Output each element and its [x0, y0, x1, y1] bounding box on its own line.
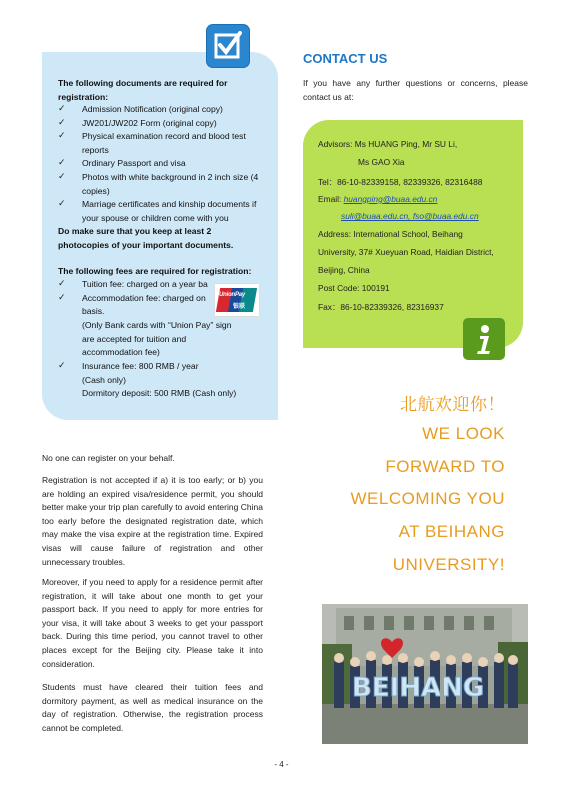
contact-title: CONTACT US [303, 51, 388, 66]
document-item: Physical examination record and blood test reports [82, 131, 246, 155]
fee-insurance: Insurance fee: 800 RMB / year [82, 361, 199, 371]
check-icon: ✓ [58, 292, 66, 302]
body-paragraph: Registration is not accepted if a) it is too early; or b) you are holding an expired visa/residence permit, you should better make your trip plan carefully to avoid entering China too early before the designated registration date, which may make the visa expire at the registration time. Expired visas will cause failure of registration and other unnecessary troubles. [42, 475, 263, 567]
check-icon: ✓ [58, 157, 66, 167]
check-icon: ✓ [58, 103, 66, 113]
fee-insurance-note: (Cash only) [82, 375, 126, 385]
welcome-line: FORWARD TO [385, 457, 505, 476]
body-paragraph: Students must have cleared their tuition fees and dormitory payment, as well as medical insurance on the day of registration. Otherwise, the registration process cannot be completed. [42, 682, 263, 733]
document-item: Ordinary Passport and visa [82, 158, 186, 168]
body-paragraph: No one can register on your behalf. [42, 453, 175, 463]
contact-tel: Tel：86-10-82339158, 82339326, 82316488 [318, 177, 483, 187]
contact-fax: Fax：86-10-82339326, 82316937 [318, 302, 444, 312]
contact-email: Email: huangping@buaa.edu.cn [318, 194, 438, 204]
welcome-line: UNIVERSITY! [392, 555, 505, 574]
group-photo [322, 604, 528, 744]
contact-postcode: Post Code: 100191 [318, 283, 390, 293]
document-item: JW201/JW202 Form (original copy) [82, 118, 217, 128]
balloon-letters: BEIHANG [352, 673, 485, 703]
welcome-line-cn: 北航欢迎你！ [400, 395, 505, 414]
body-paragraph: Moreover, if you need to apply for a residence permit after registration, it will take about one month to get your passport back. If you need to apply for more entries for your visa, it will take about 3 weeks to get your passport back. During this time period, you cannot travel to other places except for the Beijing city. Please take it into consideration. [42, 577, 263, 669]
check-icon: ✓ [58, 278, 66, 288]
checklist-icon [207, 25, 249, 67]
contact-address-1: Address: International School, Beihang [318, 229, 463, 239]
documents-heading: The following documents are required for registration: [58, 78, 228, 102]
check-icon: ✓ [58, 171, 66, 181]
contact-address-3: Beijing, China [318, 265, 370, 275]
document-item: Photos with white background in 2 inch size (4 copies) [82, 172, 259, 196]
welcome-line: WELCOMING YOU [350, 489, 505, 508]
fees-heading: The following fees are required for registration: [58, 266, 252, 276]
check-icon: ✓ [58, 360, 66, 370]
welcome-line: AT BEIHANG [398, 522, 505, 541]
page-number: - 4 - [274, 760, 289, 769]
info-icon [463, 318, 505, 360]
fee-accommodation: Accommodation fee: charged on [82, 293, 206, 303]
union-pay-note: (Only Bank cards with “Union Pay” sign are accepted for tuition and accommodation fee) [82, 320, 232, 358]
email-link-2[interactable]: suli@buaa.edu.cn, fso@buaa.edu.cn [341, 211, 479, 221]
document-item: Admission Notification (original copy) [82, 104, 223, 114]
fee-accommodation-cont: basis. [82, 306, 105, 316]
document-item: Marriage certificates and kinship documents if your spouse or children come with you [82, 199, 257, 223]
contact-advisors-2: Ms GAO Xia [358, 157, 405, 167]
unionpay-logo: UnionPay 银联 [214, 283, 260, 317]
check-icon: ✓ [58, 198, 66, 208]
check-icon: ✓ [58, 130, 66, 140]
contact-address-2: University, 37# Xueyuan Road, Haidian District, [318, 247, 494, 257]
welcome-line: WE LOOK [422, 424, 505, 443]
fee-dormitory: Dormitory deposit: 500 RMB (Cash only) [82, 388, 237, 398]
documents-note: Do make sure that you keep at least 2 photocopies of your important documents. [58, 226, 234, 250]
email-link[interactable]: huangping@buaa.edu.cn [343, 194, 438, 204]
check-icon: ✓ [58, 117, 66, 127]
contact-advisors: Advisors: Ms HUANG Ping, Mr SU Li, [318, 139, 458, 149]
fee-tuition: Tuition fee: charged on a year ba [82, 279, 208, 289]
contact-intro: If you have any further questions or concerns, please contact us at: [303, 78, 528, 102]
